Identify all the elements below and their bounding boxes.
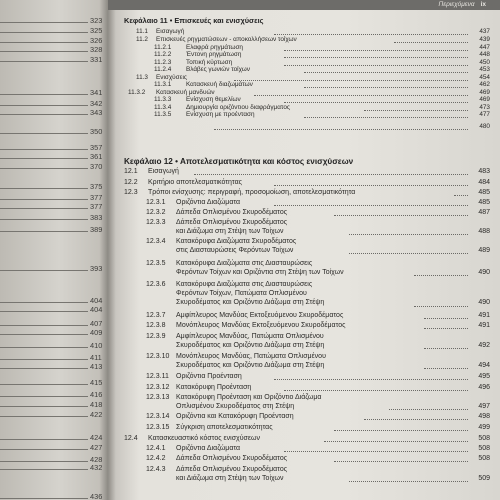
left-page-rule — [0, 32, 88, 33]
header-section-title: Περιεχόμενα — [438, 1, 475, 8]
toc-page-number: 491 — [478, 322, 490, 329]
toc-entry-number: 11.3.5 — [154, 111, 172, 118]
toc-entry — [124, 208, 490, 217]
toc-entry — [124, 37, 490, 44]
toc-entry-number: 12.4.3 — [146, 466, 166, 473]
toc-page-number: 491 — [478, 312, 490, 319]
left-page-rule — [0, 469, 88, 470]
toc-entry-title: Κριτήριο αποτελεσματικότητας — [148, 179, 242, 186]
toc-entry — [124, 412, 490, 421]
toc-entry — [124, 280, 490, 308]
toc-entry-title: Επισκευές ρηγματώσεων - αποκολλήσεων τοίχων — [156, 36, 297, 43]
left-page-number: 393 — [90, 264, 103, 273]
toc-entry — [124, 52, 490, 59]
toc-entry-number: 12.1 — [124, 168, 138, 175]
toc-entry — [124, 434, 490, 443]
toc-entry-number: 12.3.6 — [146, 281, 166, 288]
toc-leader-dots — [214, 129, 468, 130]
toc-page-number: 453 — [479, 66, 490, 73]
left-page-number: 410 — [90, 341, 103, 350]
toc-leader-dots — [274, 34, 468, 35]
left-page-rule — [0, 94, 88, 95]
left-page-rule — [0, 133, 88, 134]
left-page-number: 411 — [90, 353, 102, 362]
left-page-number: 415 — [90, 378, 103, 387]
toc-leader-dots — [254, 95, 468, 96]
toc-entry — [124, 444, 490, 453]
left-page-rule — [0, 219, 88, 220]
toc-entry-title: Δημιουργία οριζόντιου διαφράγματος — [186, 104, 290, 111]
toc-page-number: 437 — [479, 28, 490, 35]
toc-entry-number: 12.4 — [124, 435, 138, 442]
toc-entry-title: Κατακόρυφα Διαζώματα στις Διασταυρώσεις — [176, 281, 313, 288]
toc-page-number: 469 — [479, 96, 490, 103]
toc-entry-number: 12.3.3 — [146, 219, 166, 226]
toc-leader-dots — [424, 318, 468, 319]
toc-entry-title: Σκυροδέματος και Οριζόντιο Διάζωμα στη Στέψη — [176, 342, 325, 350]
toc-entry-number: 11.3 — [136, 74, 148, 81]
toc-entry-title: Τρόποι ενίσχυσης: περιγραφή, προσομοίωση, αποτελεσματικότητα — [148, 189, 356, 196]
toc-entry-title: Έντονη ρηγμάτωση — [186, 51, 242, 58]
left-page-number: 370 — [90, 162, 103, 171]
toc-entry — [124, 454, 490, 463]
toc-leader-dots — [284, 390, 468, 391]
toc-leader-dots — [364, 110, 468, 111]
left-page-rule — [0, 406, 88, 407]
left-page-number: 389 — [90, 225, 103, 234]
toc-entry-number: 12.3.4 — [146, 238, 166, 245]
left-page-number: 326 — [90, 36, 103, 45]
toc-entry-title: και Διάζωμα στη Στέψη των Τοίχων — [176, 228, 284, 236]
toc-entry-title: Κατακόρυφη Προένταση και Οριζόντιο Διάζωμα — [176, 394, 322, 401]
toc-entry-number: 11.2.1 — [154, 44, 172, 51]
toc-entry — [124, 332, 490, 350]
toc-entry-number: 12.3.12 — [146, 384, 170, 391]
toc-entry-number: 12.3.5 — [146, 260, 166, 267]
toc-entry — [124, 60, 490, 67]
toc-entry-title: Κατακόρυφα Διαζώματα Σκυροδέματος — [176, 238, 297, 245]
left-page-rule — [0, 22, 88, 23]
toc-entry-title: Δάπεδα Οπλισμένου Σκυροδέματος — [176, 455, 288, 462]
toc-page-number: 448 — [479, 51, 490, 58]
toc-entry-title: Οριζόντια Προένταση — [176, 373, 242, 380]
toc-entry-number: 11.2.4 — [154, 66, 172, 73]
toc-page-number: 498 — [478, 413, 490, 420]
running-header — [439, 0, 486, 10]
toc-page-number: 483 — [478, 168, 490, 175]
toc-leader-dots — [284, 65, 468, 66]
left-page-number: 375 — [90, 182, 103, 191]
toc-entry — [124, 218, 490, 236]
toc-entry-title: Δάπεδα Οπλισμένου Σκυροδέματος — [176, 219, 288, 226]
toc-entry-number: 12.3.14 — [146, 413, 170, 420]
toc-page-number: 490 — [478, 299, 490, 307]
toc-leader-dots — [284, 50, 468, 51]
toc-entry-title: Κατακόρυφη Προένταση — [176, 384, 252, 391]
toc-leader-dots — [194, 174, 468, 175]
toc-entry-number: 12.3.15 — [146, 424, 170, 431]
toc-entry-number: 11.2 — [136, 36, 148, 43]
toc-entry-number: 12.2 — [124, 179, 138, 186]
left-page-number: 342 — [90, 99, 103, 108]
toc-entry — [124, 393, 490, 411]
left-page-number: 331 — [90, 55, 103, 64]
toc-entry — [124, 82, 490, 89]
toc-entry-number: 11.2.3 — [154, 59, 172, 66]
toc-entry-title: Σκυροδέματος και Οριζόντιο Διάζωμα στη Στέψη — [176, 362, 325, 370]
toc-leader-dots — [424, 328, 468, 329]
toc-leader-dots — [324, 441, 468, 442]
toc-entry-number: 12.3.9 — [146, 333, 166, 340]
left-page-rule — [0, 61, 88, 62]
toc-page-number: 447 — [479, 44, 490, 51]
toc-entry — [124, 198, 490, 207]
left-page-rule — [0, 105, 88, 106]
toc-page-number: 490 — [478, 269, 490, 277]
toc-entry — [124, 237, 490, 255]
toc-leader-dots — [304, 87, 468, 88]
toc-entry — [124, 112, 490, 119]
toc-entry-number: 12.3.1 — [146, 199, 166, 206]
toc-entry-title: Μονόπλευρος Μανδύας, Πατώματα Οπλισμένου — [176, 353, 326, 360]
left-page-rule — [0, 311, 88, 312]
toc-entry-title: Κατασκευή μανδυών — [156, 89, 215, 96]
toc-leader-dots — [349, 234, 468, 235]
toc-entry-number: 12.3.11 — [146, 373, 169, 380]
toc-entry-title: στις Διασταυρώσεις Φερόντων Τοίχων — [176, 247, 294, 255]
toc-entry — [124, 97, 490, 104]
left-page-number: 404 — [90, 305, 103, 314]
toc-entry — [124, 67, 490, 74]
toc-entry-title: Κατασκευαστικό κόστος ενισχύσεων — [148, 435, 260, 442]
toc-page-number: 496 — [478, 384, 490, 391]
toc-entry-number: 11.3.3 — [154, 96, 172, 103]
left-page-number: 409 — [90, 328, 103, 337]
left-page-rule — [0, 439, 88, 440]
toc-entry — [124, 178, 490, 187]
toc-page — [108, 0, 500, 500]
toc-entry-title: Οριζόντια Διαζώματα — [176, 199, 241, 206]
left-page-rule — [0, 347, 88, 348]
toc-leader-dots — [349, 481, 468, 482]
toc-page-number: 485 — [478, 199, 490, 206]
toc-leader-dots — [389, 409, 468, 410]
toc-leader-dots — [274, 379, 468, 380]
toc-entry-number: 12.3 — [124, 189, 138, 196]
left-page-number: 341 — [90, 88, 103, 97]
toc-entry — [124, 372, 490, 381]
toc-page-number: 485 — [478, 189, 490, 196]
left-page-number: 328 — [90, 45, 103, 54]
left-page-number: 325 — [90, 26, 103, 35]
toc-entry-title: Αμφίπλευρος Μανδύας, Πατώματα Οπλισμένου — [176, 333, 324, 340]
toc-leader-dots — [304, 72, 468, 73]
left-page-number: 361 — [90, 152, 103, 161]
toc-leader-dots — [274, 205, 468, 206]
toc-page-number: 508 — [478, 445, 490, 452]
left-page-number: 350 — [90, 127, 103, 136]
toc-entry — [124, 383, 490, 392]
left-page-rule — [0, 302, 88, 303]
toc-leader-dots — [284, 57, 468, 58]
toc-page-number: 477 — [479, 111, 490, 118]
toc-leader-dots — [334, 461, 468, 462]
left-page-rule — [0, 396, 88, 397]
toc-entry — [124, 423, 490, 432]
toc-entry-number: 11.3.4 — [154, 104, 172, 111]
left-page-rule — [0, 498, 88, 499]
toc-entry-number: 12.3.2 — [146, 209, 166, 216]
toc-entry — [124, 465, 490, 483]
toc-entry — [124, 105, 490, 112]
left-page-number: 377 — [90, 202, 103, 211]
toc-page-number: 480 — [479, 123, 490, 130]
toc-entry-number: 11.1 — [136, 28, 148, 35]
toc-entry — [124, 321, 490, 330]
toc-page-number: 473 — [479, 104, 490, 111]
toc-entry-title: Ενισχύσεις — [156, 74, 187, 81]
left-page-rule — [0, 199, 88, 200]
toc-page-number: 450 — [479, 59, 490, 66]
toc-page-number: 462 — [479, 81, 490, 88]
left-page-number: 383 — [90, 213, 103, 222]
toc-leader-dots — [394, 42, 468, 43]
toc-entry-title: Δάπεδα Οπλισμένου Σκυροδέματος — [176, 209, 288, 216]
toc-leader-dots — [234, 80, 468, 81]
left-page-number: 427 — [90, 443, 103, 452]
toc-entry-title: Ενίσχυση με προένταση — [186, 111, 255, 118]
toc-entry-title: Σκυροδέματος και Οριζόντιο Διάζωμα στη Στέψη — [176, 299, 325, 307]
left-page-rule — [0, 188, 88, 189]
left-page-number: 407 — [90, 319, 103, 328]
toc-entry-number: 11.2.2 — [154, 51, 172, 58]
toc-entry — [124, 45, 490, 52]
header-page-number: ix — [480, 1, 486, 8]
toc-leader-dots — [364, 419, 468, 420]
toc-page-number: 499 — [478, 424, 490, 431]
toc-entry-title: Φερόντων Τοίχων και Οριζόντια στη Στέψη των Τοίχων — [176, 269, 344, 277]
toc-leader-dots — [334, 215, 468, 216]
toc-entry-number: 11.3.1 — [154, 81, 172, 88]
left-page-rule — [0, 449, 88, 450]
left-page-rule — [0, 158, 88, 159]
toc-entry-number: 11.3.2 — [128, 89, 146, 96]
toc-page-number: 497 — [478, 403, 490, 411]
toc-page-number: 495 — [478, 373, 490, 380]
toc-entry-title: Φερόντων Τοίχων, Πατώματα Οπλισμένου — [176, 290, 307, 298]
toc-leader-dots — [349, 253, 468, 254]
toc-entry-title: Ελαφρά ρηγμάτωση — [186, 44, 243, 51]
toc-entry-title: Οριζόντια και Κατακόρυφη Προένταση — [176, 413, 294, 420]
toc-entry-number: 12.4.2 — [146, 455, 166, 462]
toc-entry — [124, 311, 490, 320]
left-page-rule — [0, 461, 88, 462]
left-page-number: 416 — [90, 390, 103, 399]
toc-entry-title: Μονόπλευρος Μανδύας Εκτοξευόμενου Σκυροδέματος — [176, 322, 346, 329]
toc-leader-dots — [274, 185, 468, 186]
left-page-rule — [0, 325, 88, 326]
toc-entry-title: Τοπική κύρτωση — [186, 59, 233, 66]
toc-entry-title: Ενίσχυση θεμελίων — [186, 96, 241, 103]
toc-leader-dots — [414, 275, 468, 276]
toc-page-number: 509 — [478, 475, 490, 483]
toc-entry-number: 12.3.8 — [146, 322, 166, 329]
toc-entry-number: 12.3.10 — [146, 353, 170, 360]
toc-page-number: 494 — [478, 362, 490, 370]
left-page-number: 428 — [90, 455, 103, 464]
left-page-rule — [0, 51, 88, 52]
left-page-rule — [0, 168, 88, 169]
toc-leader-dots — [414, 306, 468, 307]
toc-entry-title: Εισαγωγή — [148, 168, 179, 175]
left-page-number: 418 — [90, 400, 103, 409]
left-page-rule — [0, 270, 88, 271]
toc-entry-number: 12.3.13 — [146, 394, 170, 401]
toc-entry — [124, 75, 490, 82]
left-page-rule — [0, 334, 88, 335]
left-page-number: 422 — [90, 410, 103, 419]
toc-entry — [124, 352, 490, 370]
toc-entry-title: Οπλισμένου Σκυροδέματος στη Στέψη — [176, 403, 295, 411]
left-page-rule — [0, 208, 88, 209]
left-page-rule — [0, 231, 88, 232]
toc-entry — [124, 29, 490, 36]
left-page-rule — [0, 384, 88, 385]
left-page-rule — [0, 114, 88, 115]
toc-entry-title: Αμφίπλευρος Μανδύας Εκτοξευόμενου Σκυροδέματος — [176, 312, 344, 319]
toc-page-number: 508 — [478, 455, 490, 462]
left-page-number: 424 — [90, 433, 103, 442]
chapter-12-title: Κεφάλαιο 12 • Αποτελεσματικότητα και κόστος ενισχύσεων — [124, 157, 354, 166]
left-page-number: 357 — [90, 143, 103, 152]
left-page-rule — [0, 359, 88, 360]
toc-entry-number: 12.3.7 — [146, 312, 166, 319]
toc-page-number: 488 — [478, 228, 490, 236]
toc-entry — [124, 259, 490, 277]
toc-entry — [124, 124, 490, 131]
toc-page-number: 439 — [479, 36, 490, 43]
toc-page-number: 454 — [479, 74, 490, 81]
toc-entry — [124, 167, 490, 176]
left-page-number: 432 — [90, 463, 103, 472]
toc-page-number: 508 — [478, 435, 490, 442]
toc-entry — [124, 90, 490, 97]
toc-entry-number: 12.4.1 — [146, 445, 166, 452]
left-page-rule — [0, 416, 88, 417]
toc-entry-title: Σύγκριση αποτελεσματικότητας — [176, 424, 273, 431]
toc-entry-title: Κατακόρυφα Διαζώματα στις Διασταυρώσεις — [176, 260, 313, 267]
left-page-number: 377 — [90, 193, 103, 202]
left-page-number: 413 — [90, 362, 103, 371]
toc-entry-title: Βλάβες γωνιών τοίχων — [186, 66, 250, 73]
toc-leader-dots — [284, 102, 468, 103]
left-page-number: 323 — [90, 16, 103, 25]
toc-entry — [124, 188, 490, 197]
toc-leader-dots — [424, 348, 468, 349]
toc-leader-dots — [334, 430, 468, 431]
toc-page-number: 492 — [478, 342, 490, 350]
chapter-11-title: Κεφάλαιο 11 • Επισκευές και ενισχύσεις — [124, 16, 264, 25]
toc-page-number: 489 — [478, 247, 490, 255]
left-page-rule — [0, 42, 88, 43]
left-page-edge — [0, 0, 108, 500]
toc-leader-dots — [454, 195, 468, 196]
toc-entry-title: Εισαγωγή — [156, 28, 185, 35]
left-page-number: 343 — [90, 108, 103, 117]
toc-leader-dots — [304, 117, 468, 118]
toc-page-number: 469 — [479, 89, 490, 96]
toc-page-number: 487 — [478, 209, 490, 216]
toc-entry-title: και Διάζωμα στη Στέψη των Τοίχων — [176, 475, 284, 483]
toc-entry-title: Δάπεδα Οπλισμένου Σκυροδέματος — [176, 466, 288, 473]
left-page-number: 404 — [90, 296, 103, 305]
left-page-rule — [0, 149, 88, 150]
toc-entry-title: Οριζόντια Διαζώματα — [176, 445, 241, 452]
left-page-rule — [0, 368, 88, 369]
toc-entry-title: Κατασκευή διαζωμάτων — [186, 81, 253, 88]
toc-leader-dots — [424, 368, 468, 369]
left-page-number: 436 — [90, 492, 103, 500]
toc-leader-dots — [284, 451, 468, 452]
toc-page-number: 484 — [478, 179, 490, 186]
